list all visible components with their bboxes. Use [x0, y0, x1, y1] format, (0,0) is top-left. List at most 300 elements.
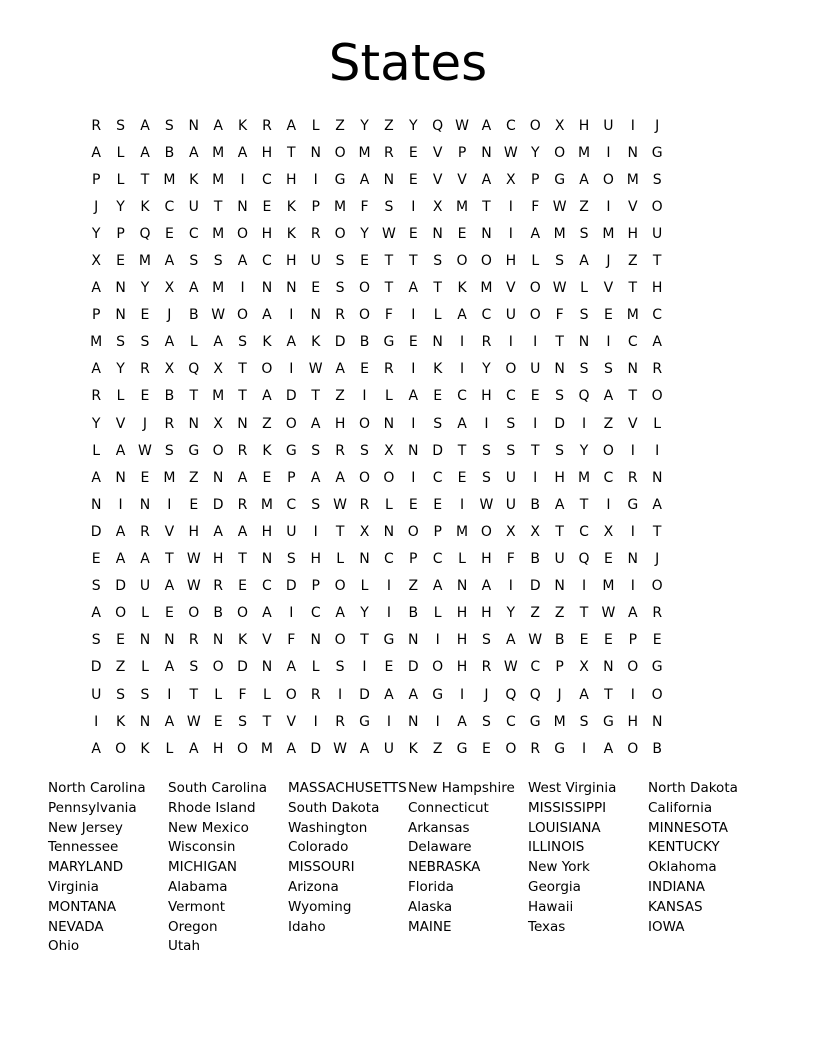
grid-letter[interactable]: K [433, 361, 443, 378]
grid-letter[interactable]: A [628, 605, 638, 622]
grid-letter[interactable]: A [335, 605, 345, 622]
grid-letter[interactable]: U [139, 578, 151, 595]
grid-letter[interactable]: I [313, 713, 318, 730]
grid-letter[interactable]: C [627, 334, 638, 351]
grid-letter[interactable]: J [557, 686, 562, 703]
grid-letter[interactable]: C [432, 469, 443, 486]
grid-letter[interactable]: G [456, 740, 468, 757]
grid-letter[interactable]: S [311, 442, 321, 459]
grid-letter[interactable]: G [383, 334, 395, 351]
grid-letter[interactable]: I [411, 361, 416, 378]
grid-letter[interactable]: E [433, 496, 443, 513]
grid-letter[interactable]: N [310, 307, 321, 324]
grid-letter[interactable]: N [286, 280, 297, 297]
grid-letter[interactable]: I [630, 442, 635, 459]
grid-letter[interactable]: K [140, 198, 150, 215]
grid-letter[interactable]: A [286, 117, 297, 134]
grid-letter[interactable]: X [432, 198, 443, 215]
grid-letter[interactable]: O [602, 171, 614, 188]
grid-letter[interactable]: W [381, 225, 396, 242]
grid-letter[interactable]: N [627, 144, 639, 161]
grid-letter[interactable]: O [358, 469, 370, 486]
grid-letter[interactable]: S [140, 334, 150, 351]
grid-letter[interactable]: N [310, 144, 321, 161]
grid-letter[interactable]: Y [506, 605, 516, 622]
grid-letter[interactable]: L [116, 171, 125, 188]
grid-letter[interactable]: T [384, 253, 394, 270]
grid-letter[interactable]: Z [408, 578, 419, 595]
grid-letter[interactable]: T [530, 442, 540, 459]
grid-letter[interactable]: S [116, 334, 126, 351]
grid-letter[interactable]: T [213, 198, 223, 215]
grid-letter[interactable]: H [261, 523, 273, 540]
grid-letter[interactable]: H [456, 659, 468, 676]
grid-letter[interactable]: I [508, 334, 513, 351]
grid-letter[interactable]: M [602, 225, 615, 242]
grid-letter[interactable]: L [336, 551, 344, 568]
grid-letter[interactable]: E [603, 632, 613, 649]
grid-letter[interactable]: R [384, 144, 394, 161]
grid-letter[interactable]: F [238, 686, 247, 703]
grid-letter[interactable]: B [359, 334, 370, 351]
grid-letter[interactable]: G [188, 442, 200, 459]
grid-letter[interactable]: T [335, 523, 345, 540]
grid-letter[interactable]: T [311, 388, 320, 405]
grid-letter[interactable]: A [262, 307, 272, 324]
grid-letter[interactable]: K [189, 171, 199, 188]
grid-letter[interactable]: L [531, 253, 540, 270]
grid-letter[interactable]: A [91, 144, 101, 161]
grid-letter[interactable]: J [167, 307, 172, 324]
grid-letter[interactable]: A [579, 253, 589, 270]
grid-letter[interactable]: L [116, 144, 125, 161]
grid-letter[interactable]: U [652, 225, 663, 242]
grid-letter[interactable]: P [409, 551, 418, 568]
grid-letter[interactable]: M [553, 225, 566, 242]
grid-letter[interactable]: T [165, 551, 174, 568]
grid-letter[interactable]: A [140, 144, 150, 161]
grid-letter[interactable]: S [360, 442, 369, 459]
grid-letter[interactable]: N [554, 361, 565, 378]
grid-letter[interactable]: S [652, 171, 662, 188]
grid-letter[interactable]: E [408, 144, 418, 161]
grid-letter[interactable]: E [530, 388, 540, 405]
grid-letter[interactable]: R [359, 496, 370, 513]
grid-letter[interactable]: S [555, 253, 565, 270]
grid-letter[interactable]: W [601, 605, 616, 622]
grid-letter[interactable]: Z [384, 117, 394, 134]
grid-letter[interactable]: J [94, 198, 99, 215]
grid-letter[interactable]: S [91, 578, 101, 595]
grid-letter[interactable]: A [262, 388, 272, 405]
grid-letter[interactable]: I [240, 171, 245, 188]
grid-letter[interactable]: I [459, 361, 465, 378]
grid-letter[interactable]: F [360, 198, 369, 215]
grid-letter[interactable]: H [578, 117, 590, 134]
grid-letter[interactable]: X [506, 523, 516, 540]
grid-letter[interactable]: M [553, 713, 566, 730]
grid-letter[interactable]: I [435, 632, 440, 649]
grid-letter[interactable]: I [630, 117, 635, 134]
grid-letter[interactable]: H [212, 551, 224, 568]
grid-letter[interactable]: S [555, 388, 565, 405]
grid-letter[interactable]: O [188, 605, 200, 622]
grid-letter[interactable]: T [433, 280, 442, 297]
grid-letter[interactable]: T [579, 605, 589, 622]
grid-letter[interactable]: I [581, 578, 587, 595]
grid-letter[interactable]: C [530, 659, 541, 676]
grid-letter[interactable]: M [212, 171, 225, 188]
grid-letter[interactable]: X [384, 442, 394, 459]
grid-letter[interactable]: B [213, 605, 223, 622]
grid-letter[interactable]: Q [139, 225, 151, 242]
grid-letter[interactable]: N [627, 361, 639, 378]
grid-letter[interactable]: I [606, 144, 611, 161]
grid-letter[interactable]: O [407, 523, 419, 540]
grid-letter[interactable]: A [481, 578, 492, 595]
grid-letter[interactable]: H [261, 225, 273, 242]
grid-letter[interactable]: O [334, 225, 346, 242]
grid-letter[interactable]: J [142, 415, 148, 432]
grid-letter[interactable]: S [579, 361, 589, 378]
grid-letter[interactable]: N [383, 523, 395, 540]
grid-letter[interactable]: I [606, 496, 611, 513]
grid-letter[interactable]: V [628, 415, 638, 432]
grid-letter[interactable]: C [164, 198, 175, 215]
grid-letter[interactable]: A [91, 605, 101, 622]
grid-letter[interactable]: N [554, 578, 565, 595]
grid-letter[interactable]: R [237, 442, 248, 459]
grid-letter[interactable]: Y [116, 198, 125, 215]
grid-letter[interactable]: A [457, 713, 467, 730]
grid-letter[interactable]: S [140, 686, 150, 703]
grid-letter[interactable]: C [652, 307, 663, 324]
grid-letter[interactable]: O [237, 225, 249, 242]
grid-letter[interactable]: S [433, 415, 443, 432]
grid-letter[interactable]: G [334, 171, 346, 188]
grid-letter[interactable]: O [651, 198, 663, 215]
grid-letter[interactable]: R [188, 632, 199, 649]
grid-letter[interactable]: Z [627, 253, 638, 270]
grid-letter[interactable]: V [115, 415, 126, 432]
grid-letter[interactable]: Q [578, 388, 590, 405]
grid-letter[interactable]: E [238, 578, 247, 595]
grid-letter[interactable]: E [579, 632, 589, 649]
grid-letter[interactable]: E [164, 605, 174, 622]
grid-letter[interactable]: O [261, 361, 273, 378]
grid-letter[interactable]: L [214, 686, 223, 703]
grid-letter[interactable]: D [432, 442, 444, 459]
grid-letter[interactable]: I [459, 686, 465, 703]
grid-letter[interactable]: A [286, 740, 297, 757]
grid-letter[interactable]: L [165, 740, 174, 757]
grid-letter[interactable]: N [261, 280, 273, 297]
grid-letter[interactable]: L [116, 388, 125, 405]
grid-letter[interactable]: A [91, 740, 101, 757]
grid-letter[interactable]: I [581, 415, 587, 432]
grid-letter[interactable]: S [579, 307, 589, 324]
grid-letter[interactable]: B [164, 388, 175, 405]
grid-letter[interactable]: A [164, 578, 175, 595]
grid-letter[interactable]: S [116, 117, 126, 134]
grid-letter[interactable]: S [164, 442, 174, 459]
grid-letter[interactable]: A [286, 334, 297, 351]
grid-letter[interactable]: D [285, 388, 297, 405]
grid-letter[interactable]: A [115, 551, 126, 568]
grid-letter[interactable]: O [480, 253, 492, 270]
grid-letter[interactable]: N [139, 496, 151, 513]
grid-letter[interactable]: T [238, 388, 247, 405]
grid-letter[interactable]: T [189, 388, 199, 405]
grid-letter[interactable]: T [384, 280, 394, 297]
grid-letter[interactable]: R [481, 334, 492, 351]
grid-letter[interactable]: V [432, 144, 443, 161]
grid-letter[interactable]: A [384, 686, 394, 703]
grid-letter[interactable]: S [335, 253, 345, 270]
grid-letter[interactable]: C [383, 551, 394, 568]
grid-letter[interactable]: A [237, 253, 248, 270]
grid-letter[interactable]: T [555, 523, 564, 540]
grid-letter[interactable]: A [359, 740, 370, 757]
grid-letter[interactable]: F [555, 307, 564, 324]
grid-letter[interactable]: U [310, 253, 321, 270]
grid-letter[interactable]: H [334, 415, 346, 432]
grid-letter[interactable]: H [651, 280, 663, 297]
grid-letter[interactable]: B [408, 605, 419, 622]
grid-letter[interactable]: N [408, 632, 419, 649]
grid-letter[interactable]: R [310, 686, 321, 703]
grid-letter[interactable]: U [530, 361, 541, 378]
grid-letter[interactable]: O [237, 307, 249, 324]
grid-letter[interactable]: C [505, 713, 516, 730]
grid-letter[interactable]: E [408, 225, 418, 242]
grid-letter[interactable]: A [91, 361, 101, 378]
grid-letter[interactable]: K [408, 740, 418, 757]
grid-letter[interactable]: A [310, 469, 321, 486]
grid-letter[interactable]: A [408, 388, 419, 405]
grid-letter[interactable]: N [115, 469, 126, 486]
grid-letter[interactable]: A [335, 361, 345, 378]
grid-letter[interactable]: I [362, 388, 367, 405]
grid-letter[interactable]: W [503, 144, 518, 161]
grid-letter[interactable]: N [310, 632, 321, 649]
grid-letter[interactable]: A [481, 171, 492, 188]
grid-letter[interactable]: A [91, 280, 101, 297]
grid-letter[interactable]: X [213, 361, 223, 378]
grid-letter[interactable]: O [358, 307, 370, 324]
grid-letter[interactable]: C [286, 496, 297, 513]
grid-letter[interactable]: N [164, 632, 175, 649]
grid-letter[interactable]: V [457, 171, 467, 188]
grid-letter[interactable]: T [628, 388, 638, 405]
grid-letter[interactable]: G [529, 713, 541, 730]
grid-letter[interactable]: N [578, 334, 590, 351]
grid-letter[interactable]: G [554, 740, 566, 757]
grid-letter[interactable]: I [289, 307, 294, 324]
grid-letter[interactable]: A [164, 713, 175, 730]
grid-letter[interactable]: U [505, 469, 516, 486]
grid-letter[interactable]: I [167, 686, 172, 703]
grid-letter[interactable]: Z [335, 388, 345, 405]
grid-letter[interactable]: L [384, 496, 393, 513]
grid-letter[interactable]: S [603, 361, 613, 378]
grid-letter[interactable]: G [651, 144, 663, 161]
grid-letter[interactable]: E [189, 496, 199, 513]
grid-letter[interactable]: L [384, 388, 393, 405]
grid-letter[interactable]: A [579, 686, 589, 703]
grid-letter[interactable]: D [285, 578, 297, 595]
grid-letter[interactable]: M [212, 388, 225, 405]
grid-letter[interactable]: Q [188, 361, 200, 378]
grid-letter[interactable]: R [164, 415, 175, 432]
grid-letter[interactable]: I [606, 198, 611, 215]
grid-letter[interactable]: Y [140, 280, 150, 297]
grid-letter[interactable]: H [456, 605, 468, 622]
grid-letter[interactable]: F [506, 551, 515, 568]
grid-letter[interactable]: I [411, 469, 416, 486]
grid-letter[interactable]: L [580, 280, 588, 297]
grid-letter[interactable]: S [433, 253, 443, 270]
grid-letter[interactable]: H [212, 740, 224, 757]
grid-letter[interactable]: A [408, 280, 419, 297]
grid-letter[interactable]: A [164, 659, 175, 676]
grid-letter[interactable]: P [433, 523, 442, 540]
grid-letter[interactable]: I [313, 171, 318, 188]
grid-letter[interactable]: S [482, 469, 491, 486]
grid-letter[interactable]: I [533, 334, 538, 351]
grid-letter[interactable]: S [555, 442, 565, 459]
grid-letter[interactable]: E [408, 171, 418, 188]
grid-letter[interactable]: L [458, 551, 466, 568]
grid-letter[interactable]: Z [554, 605, 565, 622]
grid-letter[interactable]: K [457, 280, 467, 297]
grid-letter[interactable]: N [139, 713, 151, 730]
grid-letter[interactable]: G [359, 713, 370, 730]
grid-letter[interactable]: P [287, 469, 296, 486]
grid-letter[interactable]: I [118, 496, 123, 513]
grid-letter[interactable]: R [140, 361, 150, 378]
grid-letter[interactable]: N [603, 659, 614, 676]
grid-letter[interactable]: O [529, 280, 541, 297]
grid-letter[interactable]: P [116, 225, 125, 242]
grid-letter[interactable]: N [212, 632, 224, 649]
grid-letter[interactable]: W [333, 496, 348, 513]
grid-letter[interactable]: X [554, 117, 565, 134]
grid-letter[interactable]: T [652, 253, 662, 270]
grid-letter[interactable]: Z [335, 117, 345, 134]
grid-letter[interactable]: O [237, 740, 249, 757]
grid-letter[interactable]: S [482, 632, 491, 649]
grid-letter[interactable]: P [91, 171, 101, 188]
grid-letter[interactable]: Q [432, 117, 444, 134]
grid-letter[interactable]: G [651, 659, 663, 676]
grid-letter[interactable]: C [262, 171, 272, 188]
grid-letter[interactable]: H [554, 469, 565, 486]
grid-letter[interactable]: P [311, 578, 320, 595]
grid-letter[interactable]: Y [116, 361, 125, 378]
grid-letter[interactable]: L [263, 686, 271, 703]
grid-letter[interactable]: S [286, 551, 296, 568]
grid-letter[interactable]: K [140, 740, 150, 757]
grid-letter[interactable]: B [164, 144, 175, 161]
grid-letter[interactable]: M [260, 496, 273, 513]
grid-letter[interactable]: E [262, 198, 272, 215]
grid-letter[interactable]: N [188, 117, 199, 134]
grid-letter[interactable]: I [459, 334, 465, 351]
grid-letter[interactable]: N [408, 713, 419, 730]
grid-letter[interactable]: U [505, 496, 516, 513]
grid-letter[interactable]: G [627, 496, 639, 513]
grid-letter[interactable]: E [213, 713, 223, 730]
grid-letter[interactable]: M [577, 469, 591, 486]
grid-letter[interactable]: D [554, 415, 565, 432]
grid-letter[interactable]: D [212, 496, 224, 513]
grid-letter[interactable]: A [164, 334, 175, 351]
grid-letter[interactable]: U [91, 686, 102, 703]
grid-letter[interactable]: A [579, 171, 589, 188]
grid-letter[interactable]: V [164, 523, 175, 540]
grid-letter[interactable]: I [386, 713, 391, 730]
grid-letter[interactable]: S [384, 198, 394, 215]
grid-letter[interactable]: A [213, 334, 223, 351]
grid-letter[interactable]: D [237, 659, 248, 676]
grid-letter[interactable]: O [383, 469, 395, 486]
grid-letter[interactable]: I [313, 523, 318, 540]
grid-letter[interactable]: O [115, 740, 127, 757]
grid-letter[interactable]: Y [91, 415, 101, 432]
grid-letter[interactable]: O [651, 388, 663, 405]
grid-letter[interactable]: C [188, 225, 199, 242]
grid-letter[interactable]: E [311, 280, 321, 297]
grid-letter[interactable]: L [360, 578, 369, 595]
grid-letter[interactable]: A [164, 253, 175, 270]
grid-letter[interactable]: M [212, 280, 225, 297]
grid-letter[interactable]: B [188, 307, 199, 324]
grid-letter[interactable]: A [213, 523, 223, 540]
grid-letter[interactable]: I [630, 523, 635, 540]
grid-letter[interactable]: A [652, 334, 662, 351]
grid-letter[interactable]: M [577, 144, 591, 161]
grid-letter[interactable]: I [338, 686, 343, 703]
grid-letter[interactable]: D [334, 334, 346, 351]
grid-letter[interactable]: C [481, 307, 492, 324]
grid-letter[interactable]: S [238, 334, 247, 351]
grid-letter[interactable]: Q [529, 686, 541, 703]
grid-letter[interactable]: E [408, 496, 418, 513]
grid-letter[interactable]: M [90, 334, 103, 351]
grid-letter[interactable]: R [310, 225, 321, 242]
grid-letter[interactable]: O [505, 361, 517, 378]
grid-letter[interactable]: I [289, 361, 294, 378]
grid-letter[interactable]: I [411, 307, 416, 324]
grid-letter[interactable]: M [602, 578, 615, 595]
grid-letter[interactable]: N [432, 334, 443, 351]
grid-letter[interactable]: R [140, 523, 150, 540]
grid-letter[interactable]: O [456, 253, 468, 270]
grid-letter[interactable]: A [188, 280, 199, 297]
grid-letter[interactable]: J [484, 686, 489, 703]
grid-letter[interactable]: C [432, 551, 443, 568]
grid-letter[interactable]: U [603, 117, 614, 134]
grid-letter[interactable]: U [286, 523, 297, 540]
grid-letter[interactable]: U [188, 198, 199, 215]
grid-letter[interactable]: W [528, 632, 543, 649]
grid-letter[interactable]: P [457, 144, 467, 161]
grid-letter[interactable]: A [140, 117, 150, 134]
grid-letter[interactable]: E [433, 388, 443, 405]
grid-letter[interactable]: M [358, 144, 371, 161]
grid-letter[interactable]: C [262, 578, 272, 595]
